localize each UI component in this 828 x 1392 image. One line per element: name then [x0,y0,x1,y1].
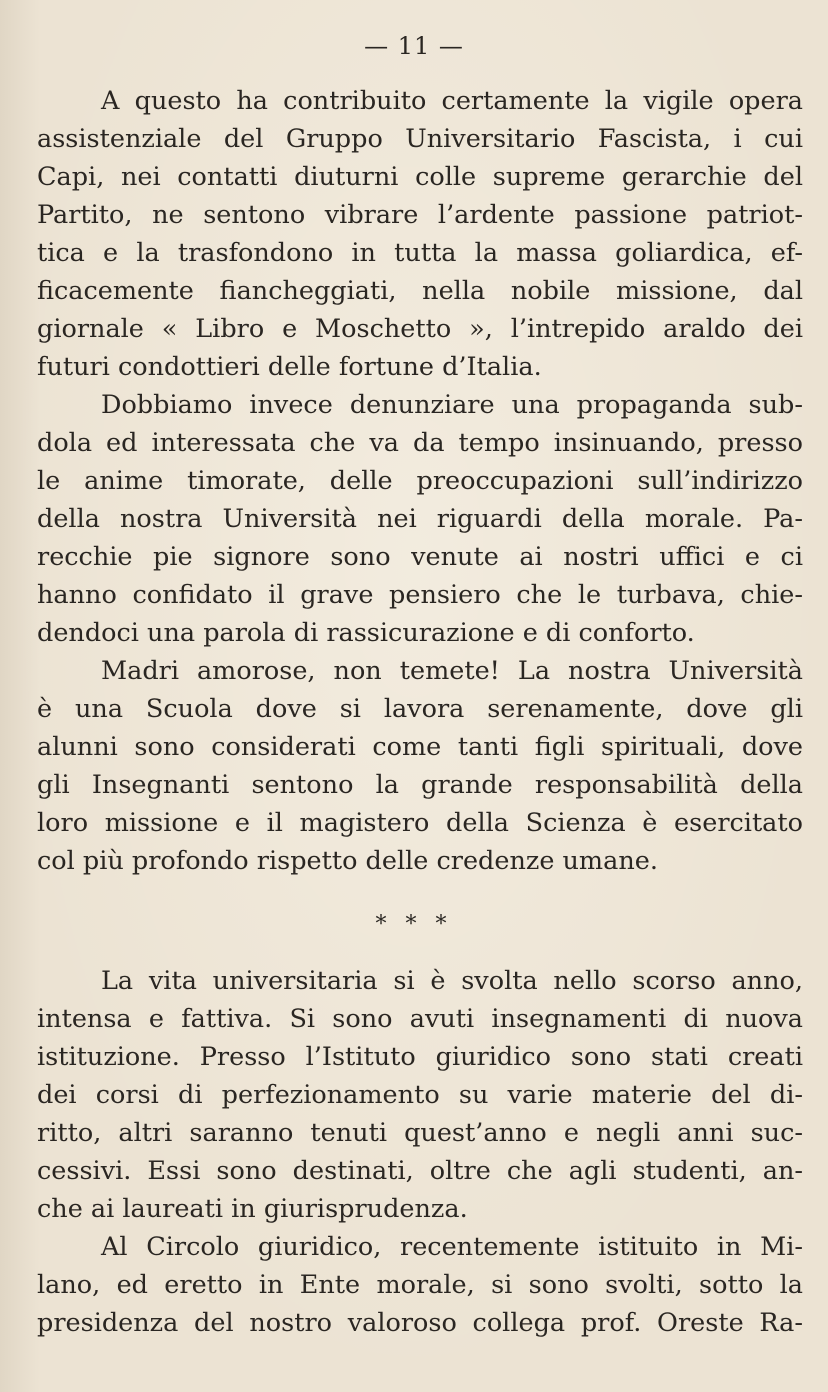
text-line: ritto, altri saranno tenuti quest’anno e negli anni suc- [37,1118,803,1148]
page-number: — 11 — [364,32,464,60]
text-line: Dobbiamo invece denunziare una propaganda sub- [101,390,803,420]
text-line: loro missione e il magistero della Scienza è esercitato [37,808,803,838]
paragraph-3 [37,652,803,880]
text-line: intensa e fattiva. Si sono avuti insegnamenti di nuova [37,1004,803,1034]
text-line: recchie pie signore sono venute ai nostri uffici e ci [37,542,803,572]
text-line: che ai laureati in giurisprudenza. [37,1194,468,1224]
paragraph-5 [37,1228,803,1342]
text-line: tica e la trasfondono in tutta la massa goliardica, ef- [37,238,803,268]
text-line: assistenziale del Gruppo Universitario Fascista, i cui [37,124,803,154]
text-line: dola ed interessata che va da tempo insinuando, presso [37,428,803,458]
text-line: hanno confidato il grave pensiero che le turbava, chie- [37,580,803,610]
text-line: La vita universitaria si è svolta nello scorso anno, [101,966,803,996]
text-line: A questo ha contribuito certamente la vigile opera [101,86,803,116]
section-separator: * * * [375,912,453,937]
text-line: Partito, ne sentono vibrare l’ardente passione patriot- [37,200,803,230]
paragraph-4 [37,962,803,1228]
text-line: ficacemente fiancheggiati, nella nobile missione, dal [37,276,803,306]
text-line: dei corsi di perfezionamento su varie materie del di- [37,1080,803,1110]
paragraph-1 [37,82,803,386]
text-line: lano, ed eretto in Ente morale, si sono svolti, sotto la [37,1270,803,1300]
text-line: della nostra Università nei riguardi della morale. Pa- [37,504,803,534]
text-line: è una Scuola dove si lavora serenamente, dove gli [37,694,803,724]
text-line: Capi, nei contatti diuturni colle supreme gerarchie del [37,162,803,192]
paragraph-2 [37,386,803,652]
text-line: le anime timorate, delle preoccupazioni sull’indirizzo [37,466,803,496]
text-line: dendoci una parola di rassicurazione e di conforto. [37,618,695,648]
text-line: alunni sono considerati come tanti figli spirituali, dove [37,732,803,762]
text-line: presidenza del nostro valoroso collega prof. Oreste Ra- [37,1308,803,1338]
text-line: futuri condottieri delle fortune d’Italia. [37,352,542,382]
text-line: Madri amorose, non temete! La nostra Università [101,656,803,686]
text-line: col più profondo rispetto delle credenze umane. [37,846,658,876]
text-line: giornale « Libro e Moschetto », l’intrepido araldo dei [37,314,803,344]
text-line: Al Circolo giuridico, recentemente istituito in Mi- [101,1232,803,1262]
text-line: istituzione. Presso l’Istituto giuridico sono stati creati [37,1042,803,1072]
text-line: cessivi. Essi sono destinati, oltre che agli studenti, an- [37,1156,803,1186]
text-line: gli Insegnanti sentono la grande responsabilità della [37,770,803,800]
